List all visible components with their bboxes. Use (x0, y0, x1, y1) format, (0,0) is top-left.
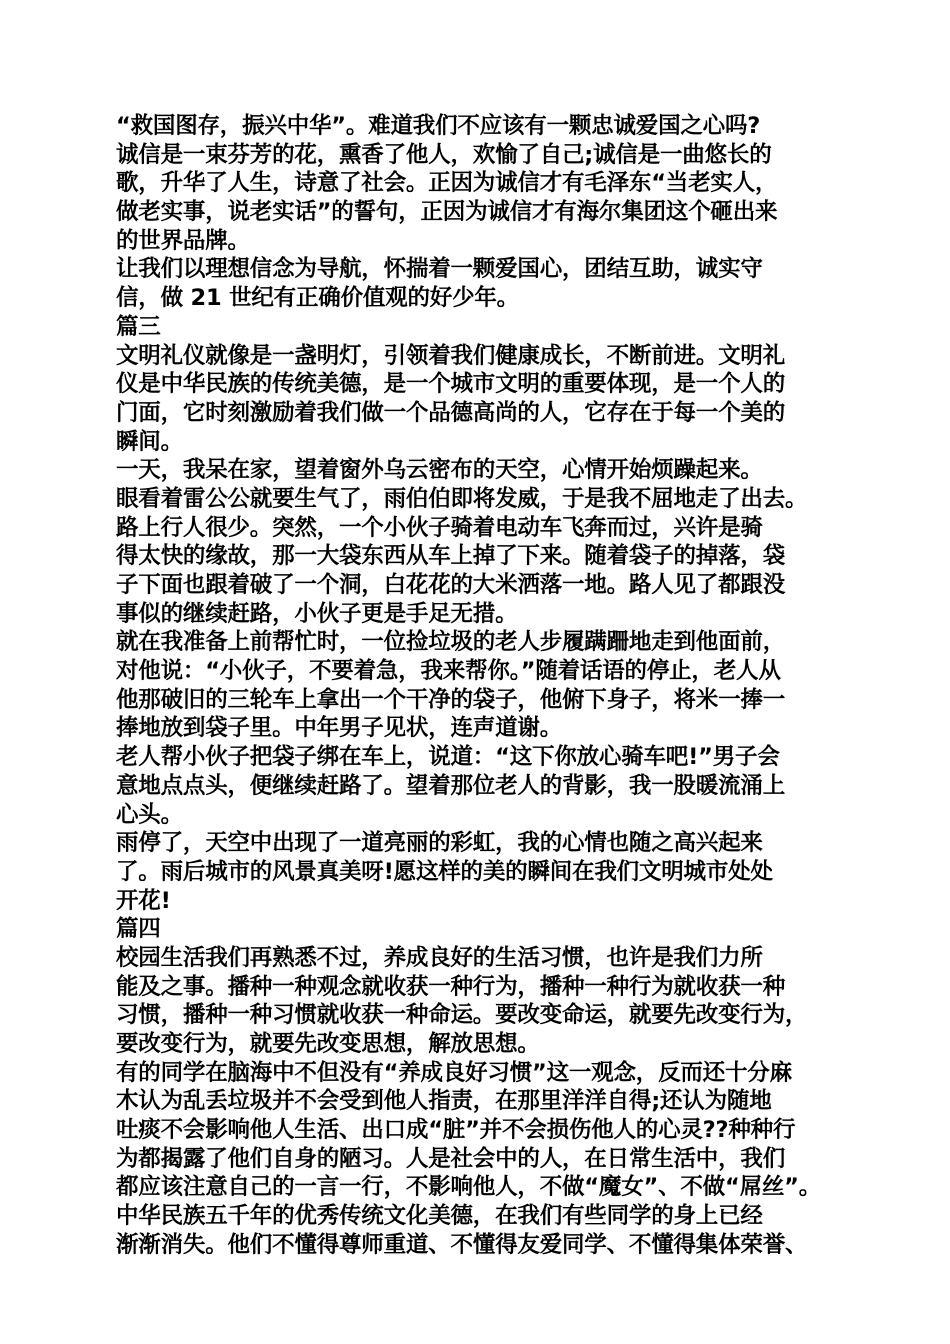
text-line: 得太快的缘故，那一大袋东西从车上掉了下来。随着袋子的掉落，袋 (116, 543, 786, 570)
text-line: 渐渐消失。他们不懂得尊师重道、不懂得友爱同学、不懂得集体荣誉、 (116, 1231, 808, 1258)
text-line: 仪是中华民族的传统美德，是一个城市文明的重要体现，是一个人的 (116, 371, 786, 398)
text-line: 中华民族五千年的优秀传统文化美德，在我们有些同学的身上已经 (116, 1203, 763, 1230)
text-line: 篇四 (116, 916, 161, 943)
text-line: 都应该注意自己的一言一行，不影响他人，不做“魔女”、不做“屌丝”。 (116, 1174, 822, 1201)
text-line: 校园生活我们再熟悉不过，养成良好的生活习惯，也许是我们力所 (116, 944, 763, 971)
text-line: 为都揭露了他们自身的陋习。人是社会中的人，在日常生活中，我们 (116, 1145, 786, 1172)
text-line: 要改变行为，就要先改变思想，解放思想。 (116, 1031, 540, 1057)
text-line: 雨停了，天空中出现了一道亮丽的彩虹，我的心情也随之高兴起来 (116, 830, 763, 857)
text-line: 吐痰不会影响他人生活、出口成“脏”并不会损伤他人的心灵??种种行 (116, 1117, 796, 1144)
text-line: 歌，升华了人生，诗意了社会。正因为诚信才有毛泽东“当老实人， (116, 170, 778, 197)
text-line: 篇三 (116, 313, 161, 340)
text-line: 木认为乱丢垃圾并不会受到他人指责，在那里洋洋自得;还认为随地 (116, 1088, 772, 1115)
text-line: 就在我准备上前帮忙时，一位捡垃圾的老人步履蹒跚地走到他面前， (116, 629, 786, 656)
text-line: 了。雨后城市的风景真美呀!愿这样的美的瞬间在我们文明城市处处 (116, 858, 773, 885)
text-line: 有的同学在脑海中不但没有“养成良好习惯”这一观念，反而还十分麻 (116, 1059, 792, 1086)
text-line: 子下面也跟着破了一个洞，白花花的大米洒落一地。路人见了都跟没 (116, 572, 786, 598)
text-line: 对他说：“小伙子，不要着急，我来帮你。”随着话语的停止，老人从 (116, 658, 781, 685)
text-line: 信，做 21 世纪有正确价值观的好少年。 (116, 285, 519, 312)
text-line: 捧地放到袋子里。中年男子见状，连声道谢。 (116, 715, 563, 742)
text-line: 他那破旧的三轮车上拿出一个干净的袋子，他俯下身子，将米一捧一 (116, 686, 786, 713)
body-text (116, 112, 856, 1260)
text-line: 文明礼仪就像是一盏明灯，引领着我们健康成长，不断前进。文明礼 (116, 342, 786, 369)
text-line: 开花! (116, 887, 171, 914)
text-line: 做老实事，说老实话”的誓句，正因为诚信才有海尔集团这个砸出来 (116, 199, 778, 226)
text-line: 能及之事。播种一种观念就收获一种行为，播种一种行为就收获一种 (116, 973, 786, 1000)
text-line: 诚信是一束芬芳的花，熏香了他人，欢愉了自己;诚信是一曲悠长的 (116, 141, 772, 168)
text-line: 心头。 (116, 801, 183, 828)
text-line: 路上行人很少。突然，一个小伙子骑着电动车飞奔而过，兴许是骑 (116, 514, 763, 541)
text-line: 瞬间。 (116, 428, 183, 455)
text-line: 门面，它时刻激励着我们做一个品德高尚的人，它存在于每一个美的 (116, 399, 786, 426)
text-line: 的世界品牌。 (116, 227, 250, 254)
text-line: 一天，我呆在家，望着窗外乌云密布的天空，心情开始烦躁起来。 (116, 457, 763, 484)
text-line: 让我们以理想信念为导航，怀揣着一颗爱国心，团结互助，诚实守 (116, 256, 763, 283)
text-line: 老人帮小伙子把袋子绑在车上，说道：“这下你放心骑车吧!”男子会 (116, 744, 780, 771)
text-line: 事似的继续赶路，小伙子更是手足无措。 (116, 600, 518, 627)
text-line: “救国图存，振兴中华”。难道我们不应该有一颗忠诚爱国之心吗? (116, 113, 761, 139)
text-line: 眼看着雷公公就要生气了，雨伯伯即将发威，于是我不屈地走了出去。 (116, 485, 808, 512)
text-line: 意地点点头，便继续赶路了。望着那位老人的背影，我一股暖流涌上 (116, 772, 786, 799)
text-line: 习惯，播种一种习惯就收获一种命运。要改变命运，就要先改变行为， (116, 1002, 808, 1029)
